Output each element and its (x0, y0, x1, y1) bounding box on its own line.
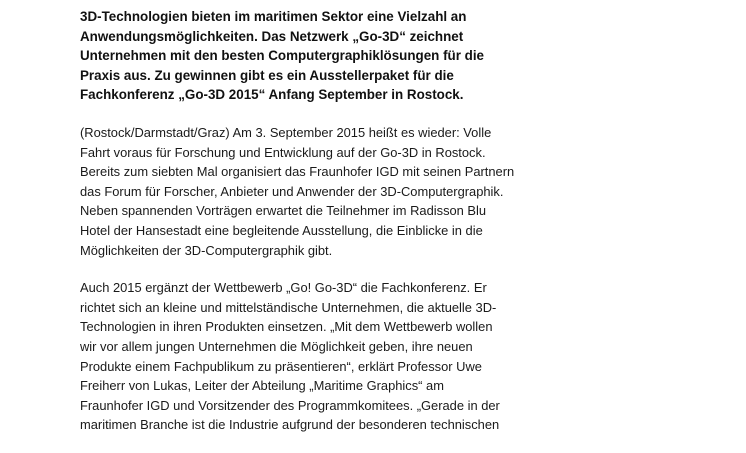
document-page (80, 7, 540, 453)
body-paragraph: (Rostock/Darmstadt/Graz) Am 3. September 2015 heißt es wieder: Volle Fahrt voraus für Forschung und Entwicklung auf der Go-3D in Rostock. Bereits zum siebten Mal organisiert das Fraunhofer IGD mit seinen Partnern das Forum für Forscher, Anbieter und Anwender der 3D-Computergraphik. Neben spannenden Vorträgen erwartet die Teilnehmer im Radisson Blu Hotel der Hansestadt eine begleitende Ausstellung, die Einblicke in die Möglichkeiten der 3D-Computergraphik gibt. (80, 124, 515, 258)
lead-paragraph: 3D-Technologien bieten im maritimen Sektor eine Vielzahl an Anwendungsmöglichkeiten. Das Netzwerk „Go-3D“ zeichnet Unternehmen mit den besten Computergraphiklösungen für die Praxis aus. Zu gewinnen gibt es ein Ausstellerpaket für die Fachkonferenz „Go-3D 2015“ Anfang September in Rostock. (80, 9, 484, 103)
body-paragraph: Auch 2015 ergänzt der Wettbewerb „Go! Go-3D“ die Fachkonferenz. Er richtet sich an kleine und mittelständische Unternehmen, die aktuelle 3D- Technologien in ihren Produkten einsetzen. „Mit dem Wettbewerb wollen wir vor allem jungen Unternehmen die Möglichkeit geben, ihre neuen Produkte einem Fachpublikum zu präsentieren“, erklärt Professor Uwe Freiherr von Lukas, Leiter der Abteilung „Maritime Graphics“ am Fraunhofer IGD und Vorsitzender des Programmkomitees. „Gerade in der maritimen Branche ist die Industrie aufgrund der besonderen technischen (80, 280, 500, 433)
